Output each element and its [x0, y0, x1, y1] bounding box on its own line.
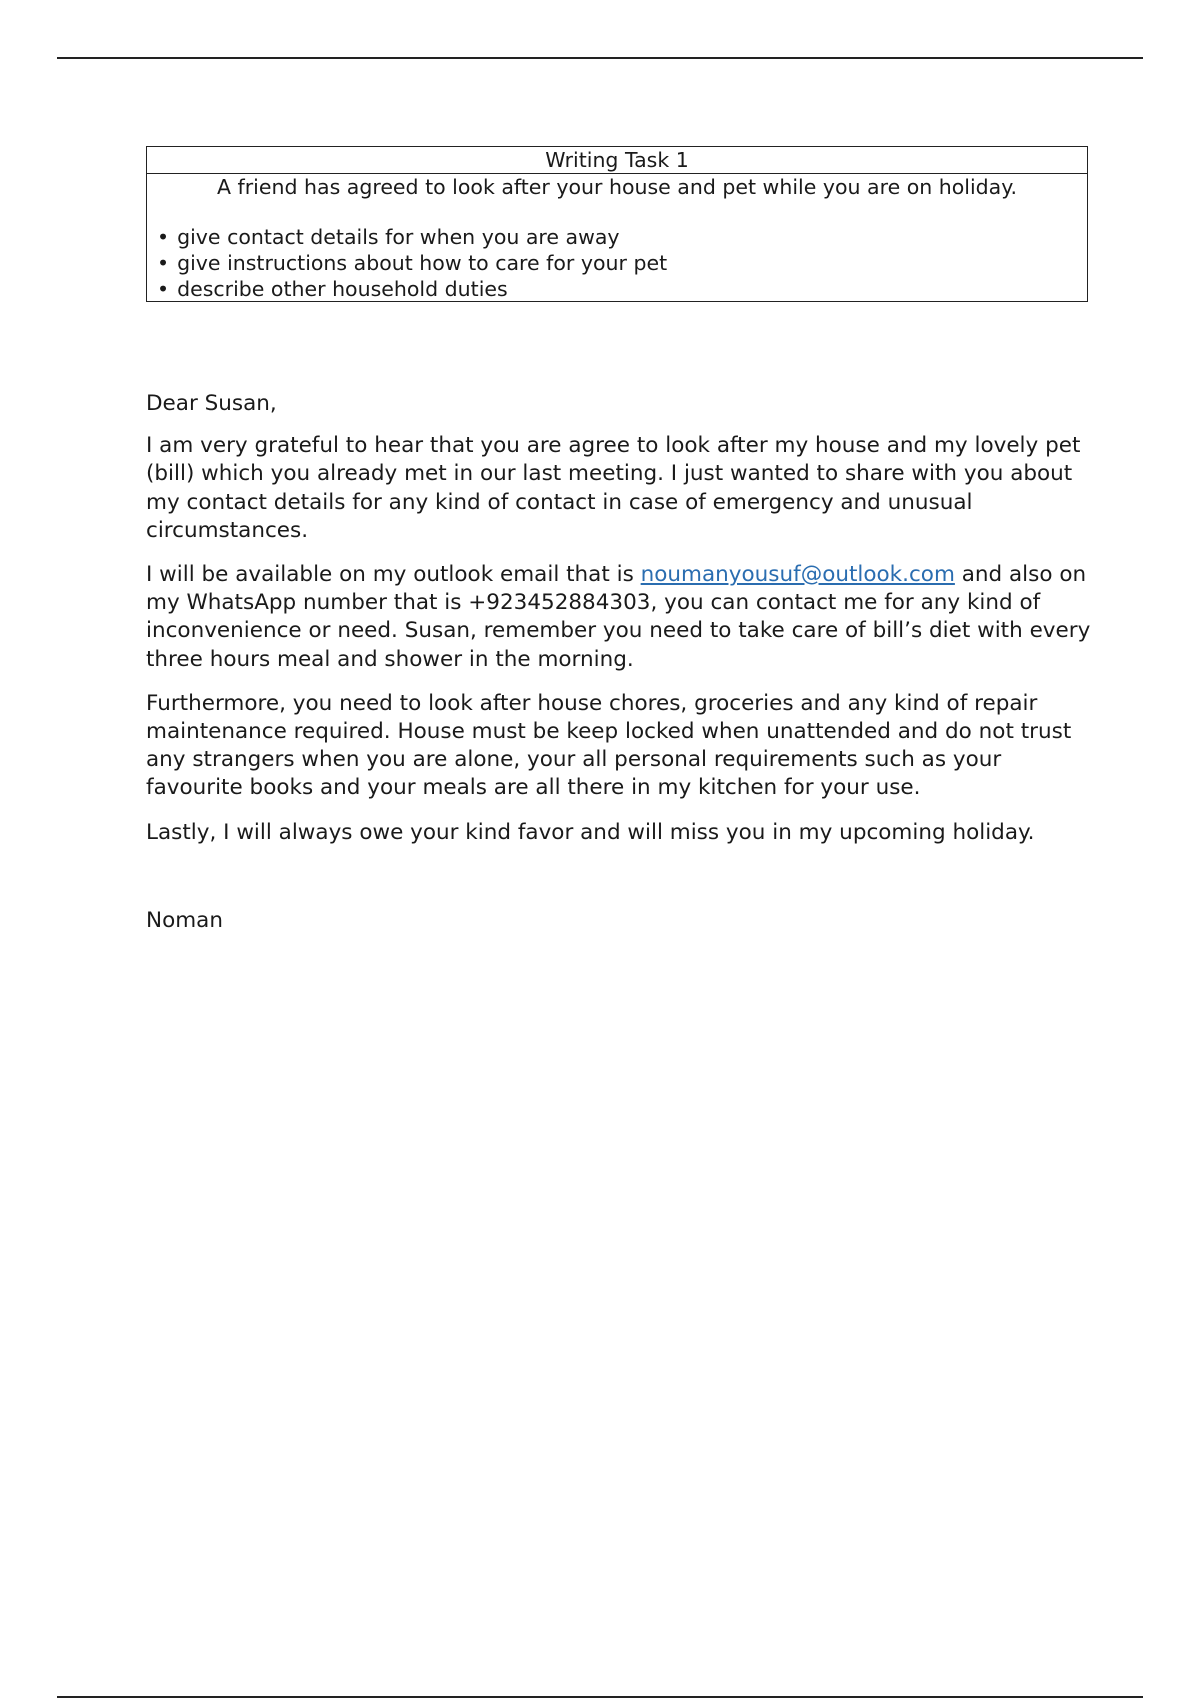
- letter-body: [146, 390, 1101, 951]
- letter-signature: Noman: [146, 907, 223, 933]
- letter-paragraph-1: I am very grateful to hear that you are agree to look after my house and my lovely pet (bill) which you already met in our last meeting. I just wanted to share with you about my contact details for any kind of contact in case of emergency and unusual circumstances.: [146, 433, 1081, 543]
- task-title: Writing Task 1: [147, 147, 1087, 174]
- bullet-icon: •: [157, 251, 170, 275]
- letter-paragraph-4: Lastly, I will always owe your kind favor and will miss you in my upcoming holiday.: [146, 819, 1035, 845]
- task-bullet-list: [147, 224, 1087, 302]
- task-bullet-item: [157, 276, 1087, 302]
- paragraph-2-intro: I will be available on my outlook email that is: [146, 562, 641, 588]
- writing-task-box: [146, 146, 1088, 302]
- task-bullet-item: [157, 250, 1087, 276]
- bullet-icon: •: [157, 277, 170, 301]
- bullet-icon: •: [157, 225, 170, 249]
- letter-paragraph-2: [146, 561, 1101, 674]
- letter-paragraph-3: Furthermore, you need to look after house chores, groceries and any kind of repair maintenance required. House must be keep locked when unattended and do not trust any strangers when you are alone, your all personal requirements such as your favourite books and your meals are all there in my kitchen for your use.: [146, 690, 1072, 801]
- email-link[interactable]: noumanyousuf@outlook.com: [640, 562, 955, 588]
- task-bullet-item: [157, 224, 1087, 250]
- paragraph-2-rest: and also on my WhatsApp number that is +923452884303, you can contact me for any kind of inconvenience or need. Susan, remember you need to take care of bill’s diet with every three hours meal and shower in the morning.: [146, 562, 1091, 672]
- task-bullet-text: give contact details for when you are away: [177, 225, 620, 249]
- header-rule: [57, 57, 1143, 59]
- task-bullet-text: give instructions about how to care for your pet: [177, 251, 668, 275]
- footer-rule: [57, 1696, 1143, 1698]
- letter-salutation: Dear Susan,: [146, 391, 277, 416]
- task-bullet-text: describe other household duties: [177, 277, 508, 301]
- task-prompt: A friend has agreed to look after your house and pet while you are on holiday.: [217, 175, 1017, 199]
